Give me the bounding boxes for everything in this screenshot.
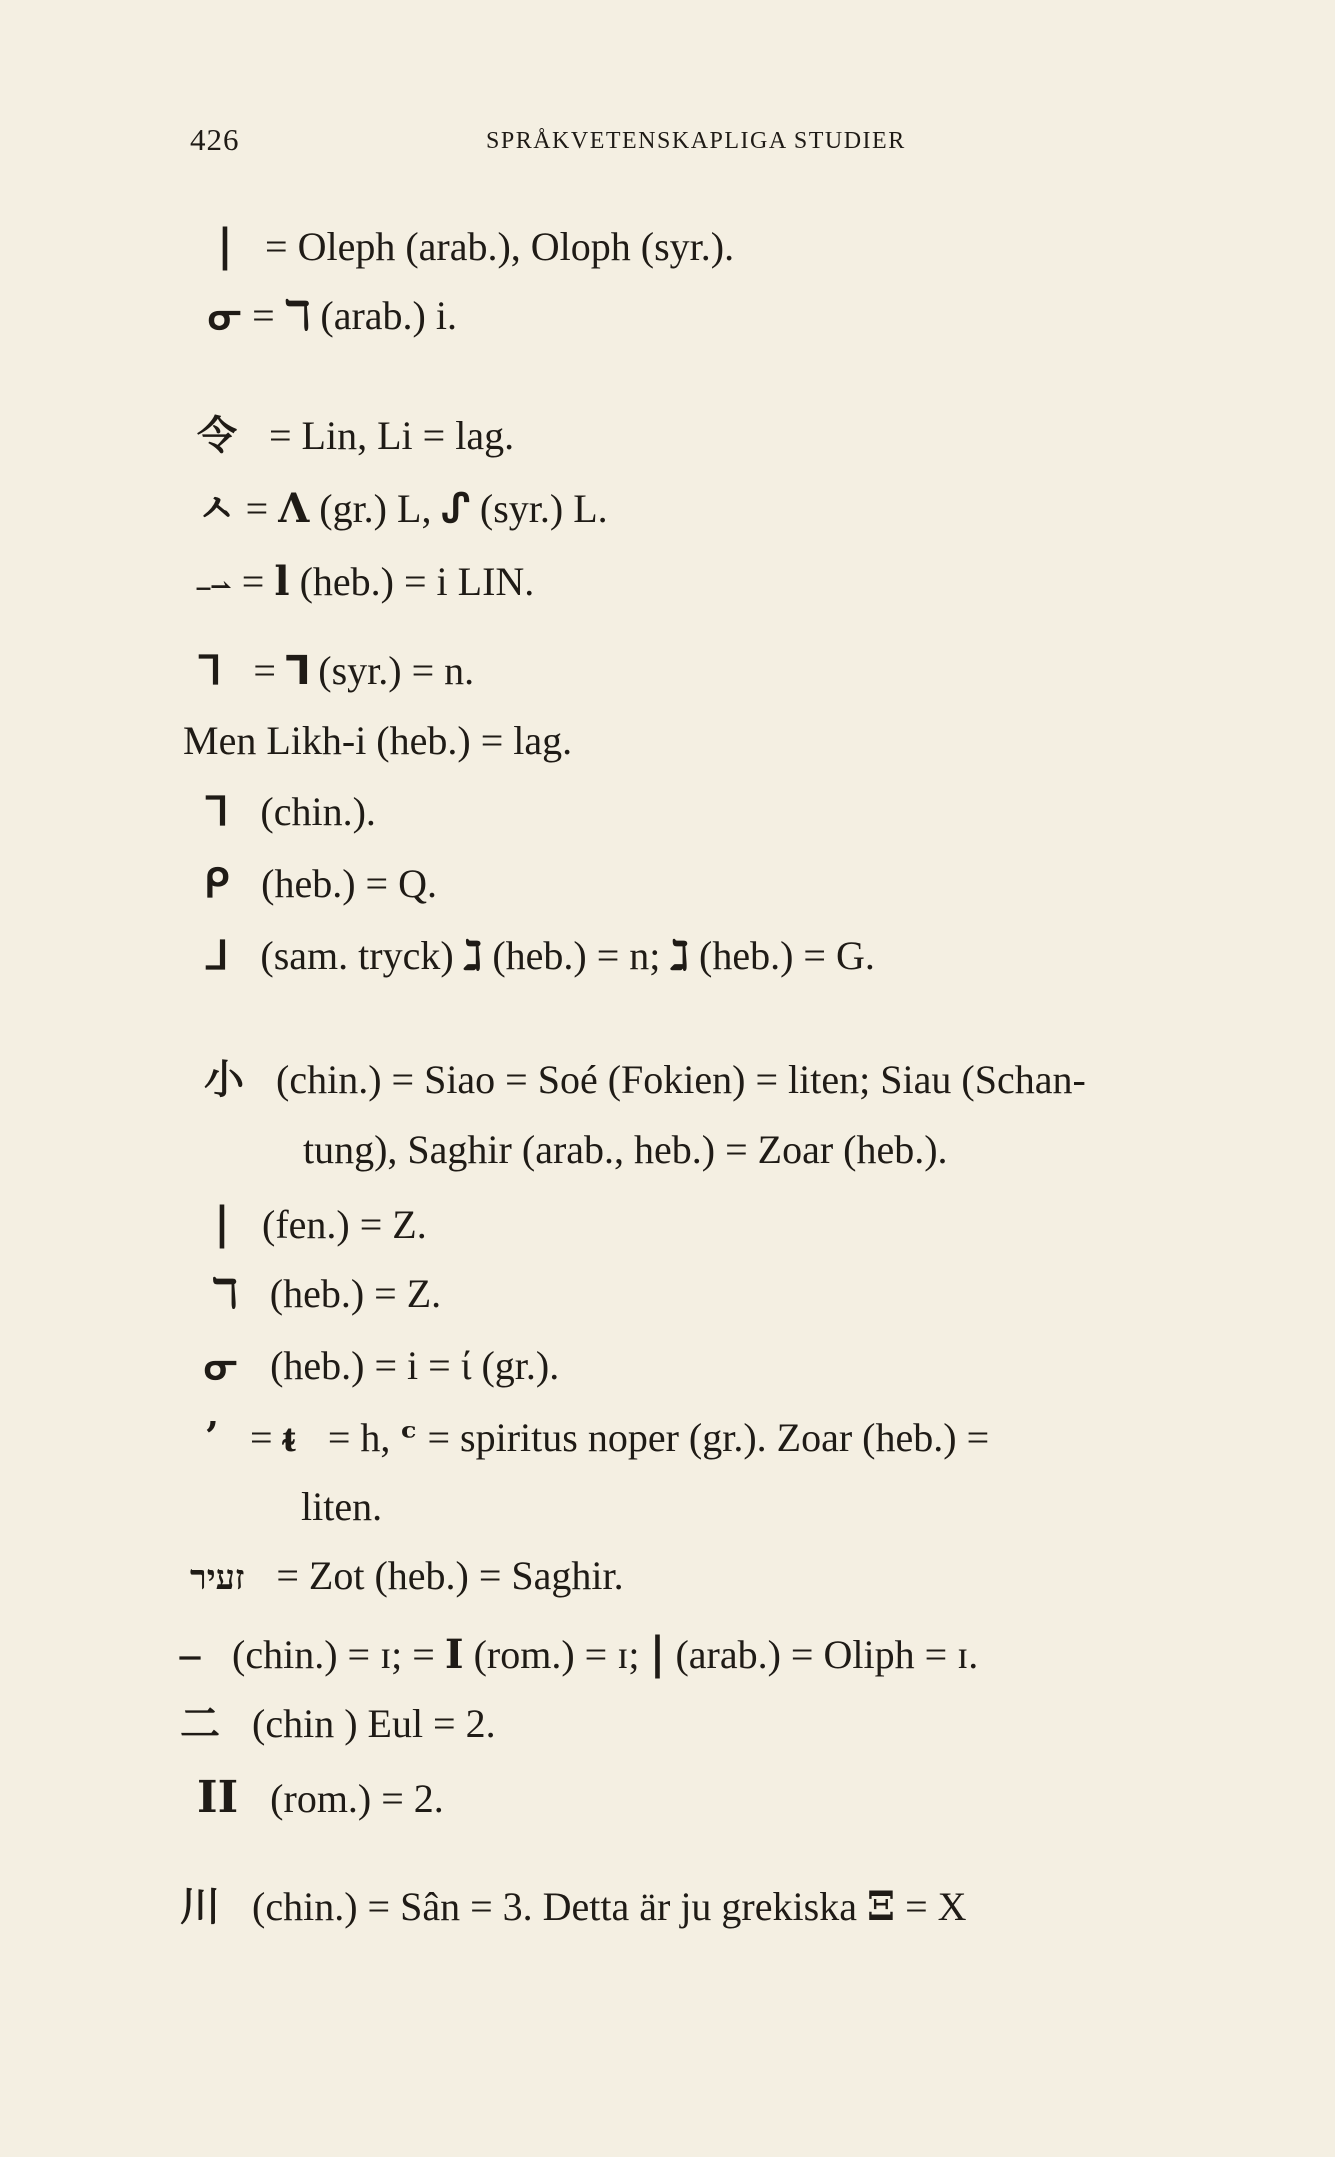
entry-nun-sam-text-c: (heb.) = G. [699, 933, 875, 978]
entry-lamed-text: (heb.) = i LIN. [299, 559, 535, 604]
entry-three [180, 1883, 967, 1930]
lamed-heb-glyph: ⅼ [274, 558, 290, 605]
siao-glyph: 小 [204, 1056, 244, 1103]
entry-two-chin [180, 1700, 496, 1747]
page-number: 426 [190, 122, 240, 157]
entry-zain-heb-text: (heb.) = Z. [269, 1271, 442, 1316]
entry-lin [197, 412, 515, 459]
spiritus-glyph-1: ʼ [204, 1414, 218, 1461]
entry-zain-fen-text: (fen.) = Z. [262, 1202, 427, 1247]
chin-three-glyph: 川 [180, 1883, 220, 1930]
entry-zain-fen [214, 1198, 427, 1249]
entry-qoph [204, 860, 437, 907]
entry-two-rom-text: (rom.) = 2. [270, 1776, 444, 1821]
entry-nun-syr [197, 647, 475, 694]
rom-one-glyph: I [444, 1631, 464, 1678]
nun-heb-glyph: ℷ [463, 932, 483, 979]
entry-spiritus-text-a: = h, [327, 1415, 391, 1460]
greek-xi-glyph: Ξ [866, 1883, 896, 1930]
entry-yod-heb-text: (heb.) = i = ί (gr.). [270, 1343, 560, 1388]
equals: = [241, 559, 265, 604]
lin-glyph: 令 [197, 412, 237, 459]
entry-chin-sign [204, 788, 376, 835]
entry-oleph-text: = Oleph (arab.), Oloph (syr.). [265, 224, 735, 269]
nun-syr-glyph: ⅂ [285, 647, 309, 694]
yod-heb-glyph: ᓂ [204, 1342, 239, 1389]
entry-spiritus-continued-text: liten. [301, 1484, 383, 1529]
entry-zain-heb [212, 1270, 442, 1317]
entry-nun-sam-text-a: (sam. tryck) [260, 933, 454, 978]
entry-two-chin-text: (chin ) Eul = 2. [252, 1701, 496, 1746]
entry-spiritus-text-b: = spiritus noper (gr.). Zoar (heb.) = [427, 1415, 990, 1460]
lambda-chin-glyph: ㅅ [197, 485, 236, 532]
spiritus-glyph-2: ᵵ [282, 1414, 296, 1461]
page-header [190, 122, 990, 162]
entry-siao-text: (chin.) = Siao = Soé (Fokien) = liten; Siau (Schan- [276, 1057, 1086, 1102]
entry-nun-sam [204, 932, 875, 979]
entry-zot-text: = Zot (heb.) = Saghir. [276, 1553, 624, 1598]
zoar-heb-glyph: זעיר [190, 1558, 245, 1598]
entry-lambda-text-a: (gr.) L, [319, 486, 432, 531]
entry-yod-arab-text: (arab.) i. [320, 293, 457, 338]
equals: = [253, 648, 276, 693]
gimel-heb-glyph: ℷ [670, 932, 690, 979]
equals: = [252, 293, 275, 338]
entry-nun-syr-text: (syr.) = n. [318, 648, 475, 693]
entry-spiritus [204, 1414, 990, 1461]
entry-lambda [197, 485, 608, 532]
lambda-greek-glyph: Λ [278, 485, 310, 532]
entry-siao-continued-text: tung), Saghir (arab., heb.) = Zoar (heb.). [303, 1127, 948, 1172]
running-title: SPRÅKVETENSKAPLIGA STUDIER [486, 128, 906, 154]
qoph-glyph: ᑭ [204, 860, 230, 907]
rom-two-glyph: II [197, 1772, 239, 1823]
entry-siao-continued [303, 1127, 948, 1172]
entry-oleph [217, 220, 735, 271]
equals: = [249, 1415, 273, 1460]
yod-glyph: ᓂ [208, 292, 243, 339]
entry-lambda-text-b: (syr.) L. [479, 486, 608, 531]
entry-nun-sam-text-b: (heb.) = n; [492, 933, 661, 978]
chin-one-glyph: ⎯ [180, 1631, 200, 1678]
yod-arab-glyph: ℸ [284, 292, 311, 339]
entry-one-text-a: (chin.) = ɪ; = [232, 1632, 435, 1677]
nun-sam-glyph: ᒧ [204, 932, 229, 979]
zain-fen-glyph: | [214, 1198, 231, 1249]
equals: = [245, 486, 269, 531]
arab-one-glyph: | [649, 1628, 666, 1679]
chin-sign-glyph: ᒣ [204, 788, 229, 835]
entry-lin-text: = Lin, Li = lag. [269, 413, 515, 458]
entry-spiritus-continued [301, 1484, 383, 1529]
entry-yod-arab [208, 292, 457, 339]
entry-likh [183, 718, 573, 763]
entry-likh-text: Men Likh-i (heb.) = lag. [183, 718, 573, 763]
entry-one [180, 1628, 979, 1679]
chin-two-glyph: 二 [180, 1700, 220, 1747]
entry-yod-heb [204, 1342, 560, 1389]
zain-heb-glyph: ℸ [212, 1270, 238, 1317]
p-sign-glyph: ᒣ [197, 647, 222, 694]
entry-siao [204, 1056, 1086, 1103]
entry-three-text: (chin.) = Sân = 3. Detta är ju grekiska [252, 1884, 857, 1929]
oleph-glyph: | [217, 220, 234, 271]
entry-chin-sign-text: (chin.). [260, 789, 376, 834]
spiritus-glyph-3: ᶜ [400, 1414, 418, 1461]
entry-lamed [197, 558, 535, 605]
entry-one-text-c: (arab.) = Oliph = ɪ. [675, 1632, 979, 1677]
lambda-syr-glyph: ᔑ [441, 485, 470, 532]
entry-qoph-text: (heb.) = Q. [261, 861, 437, 906]
entry-two-rom [197, 1772, 444, 1823]
entry-three-end: = X [905, 1884, 967, 1929]
entry-one-text-b: (rom.) = ɪ; [473, 1632, 640, 1677]
entry-zot [190, 1553, 624, 1598]
dash-arrow-glyph: ⎯⇀ [197, 572, 232, 602]
